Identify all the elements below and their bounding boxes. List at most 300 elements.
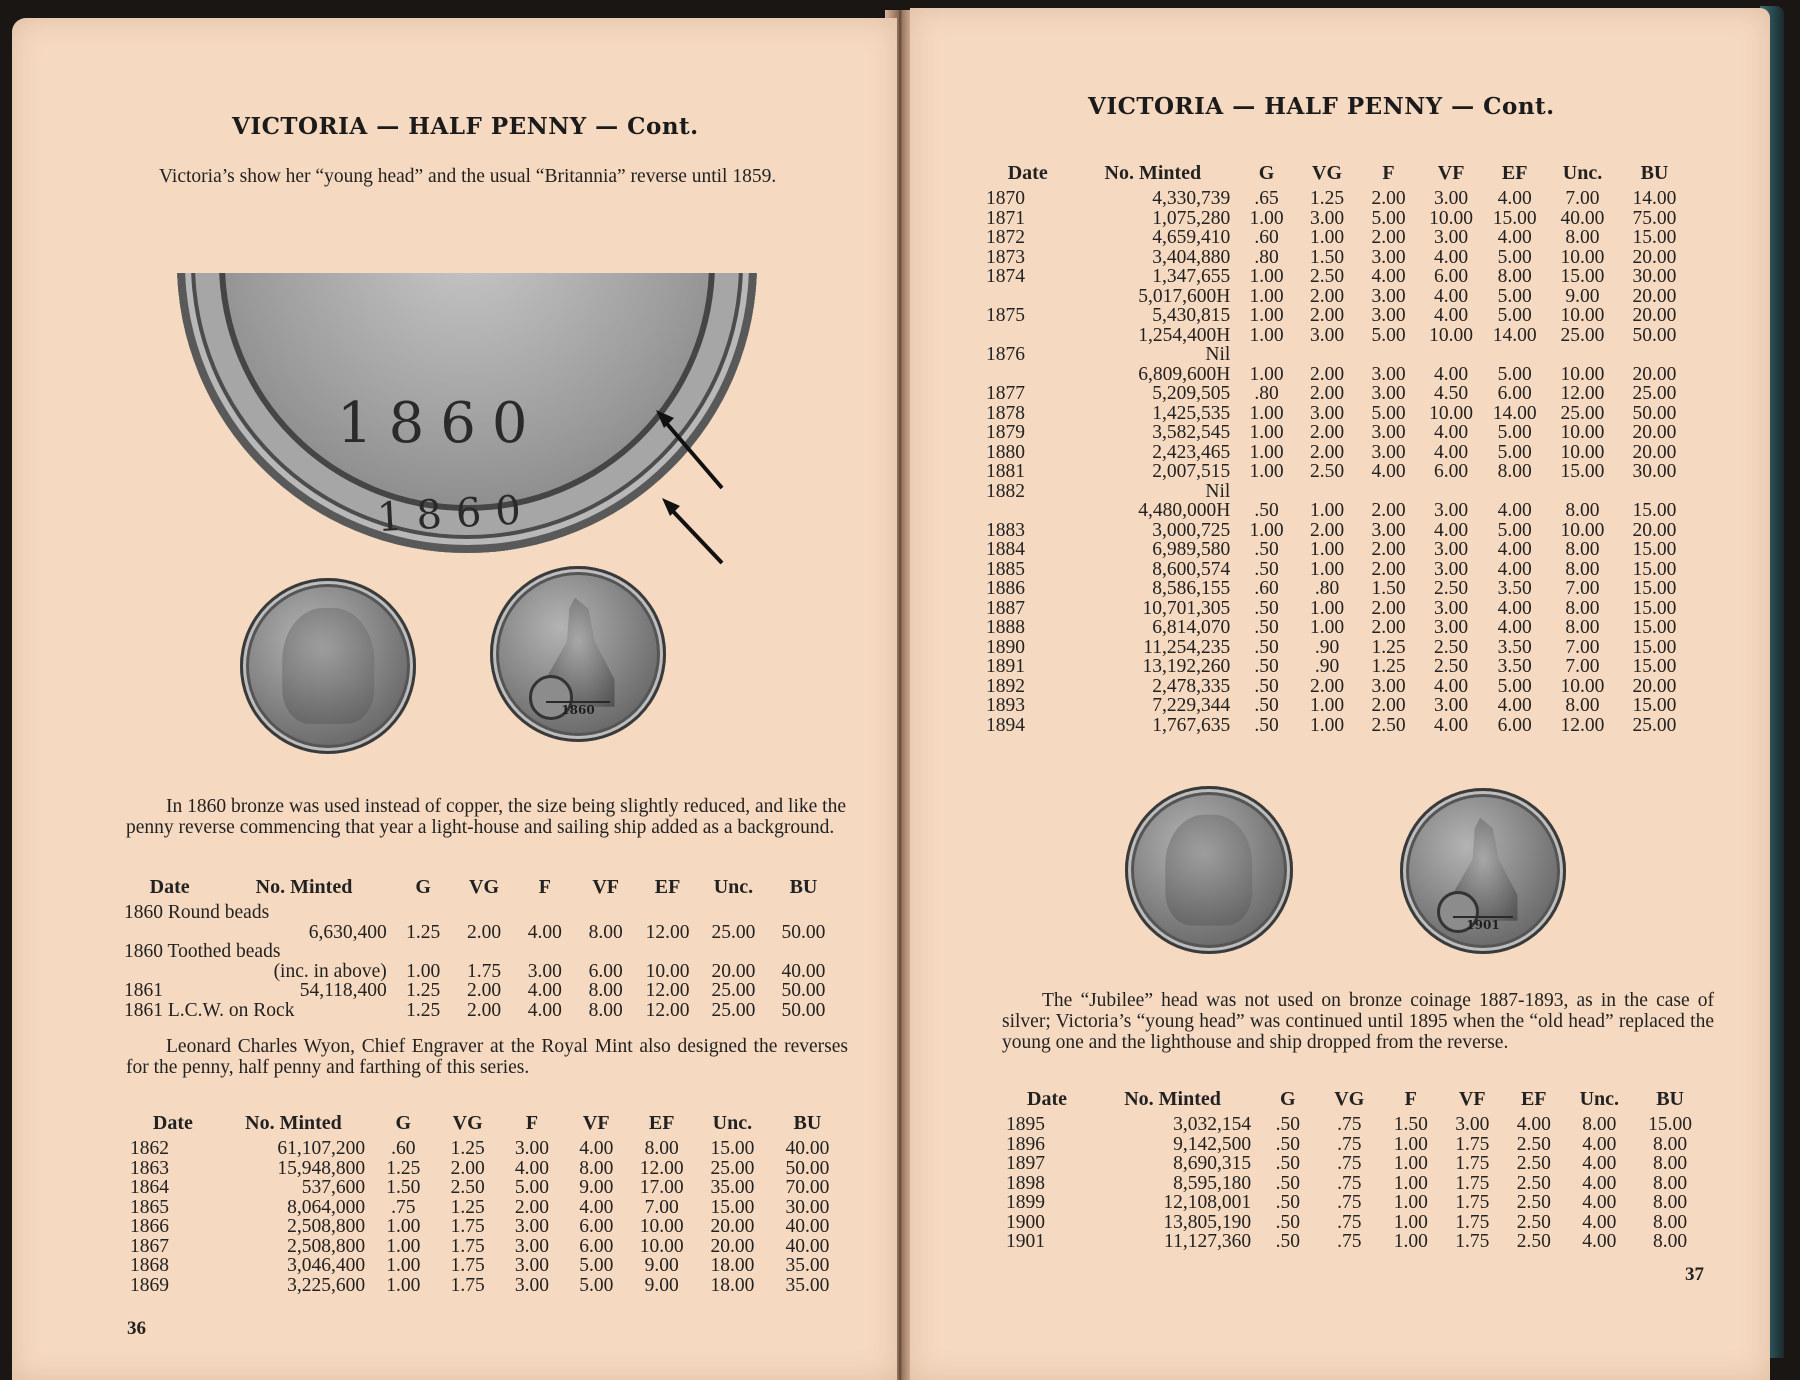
price-cell: 20.00 (1632, 675, 1677, 697)
price-cell: 2.00 (1371, 188, 1406, 209)
price-cell: 25.00 (711, 980, 756, 1001)
column-header: BU (1640, 162, 1669, 184)
price-cell: 14.00 (1492, 402, 1537, 424)
price-cell: 6.00 (1434, 461, 1469, 482)
column-header: BU (1656, 1088, 1684, 1110)
minted-cell: 4,659,410 (1152, 227, 1231, 248)
price-cell: 40.00 (781, 960, 826, 982)
price-cell: 1.25 (450, 1138, 485, 1159)
price-cell: 8.00 (1582, 1114, 1617, 1135)
price-cell: 3.00 (1371, 363, 1406, 385)
minted-cell: Nil (1205, 480, 1231, 502)
price-cell: .50 (1275, 1172, 1300, 1194)
left-page (12, 18, 897, 1380)
price-cell: 4.00 (1434, 675, 1469, 697)
price-cell: .75 (1337, 1192, 1362, 1213)
price-cell: 3.00 (1434, 597, 1469, 619)
table-row (1006, 1135, 1706, 1155)
column-header: Date (152, 1112, 193, 1134)
column-header: Unc. (712, 1112, 753, 1134)
minted-cell: 15,948,800 (277, 1157, 366, 1179)
price-cell: 2.00 (450, 1157, 485, 1179)
table-row (986, 599, 1691, 619)
price-cell: 2.50 (1309, 266, 1345, 287)
price-cell: 4.00 (1582, 1133, 1617, 1155)
price-cell: 1.25 (1309, 188, 1345, 209)
price-cell: .50 (1275, 1114, 1300, 1135)
date-cell: 1862 (130, 1138, 169, 1159)
price-cell: 40.00 (785, 1235, 830, 1257)
price-cell: 2.50 (1516, 1231, 1551, 1252)
price-cell: 20.00 (1632, 363, 1677, 385)
minted-cell: 2,508,800 (287, 1235, 366, 1257)
price-cell: 3.00 (1434, 500, 1469, 521)
minted-cell: 12,108,001 (1163, 1192, 1252, 1213)
price-cell: 10.00 (645, 960, 690, 982)
minted-cell: 1,254,400H (1138, 324, 1231, 346)
price-cell: 2.00 (1371, 617, 1406, 638)
price-cell: 6.00 (1497, 383, 1532, 404)
price-cell: 1.25 (406, 921, 441, 943)
minted-cell: 6,630,400 (308, 921, 387, 943)
price-cell: 8.00 (1653, 1211, 1688, 1233)
price-cell: 4.00 (1497, 617, 1532, 638)
price-cell: 12.00 (645, 921, 690, 943)
price-cell: 1.00 (1393, 1211, 1428, 1233)
table-row (986, 267, 1691, 287)
price-cell: 1.75 (450, 1255, 485, 1276)
price-cell: 5.00 (579, 1274, 614, 1296)
price-cell: 10.00 (1560, 441, 1605, 463)
price-cell: .50 (1275, 1231, 1300, 1252)
date-cell: 1881 (986, 461, 1025, 482)
price-cell: 3.00 (1371, 519, 1406, 541)
price-cell: 12.00 (1560, 714, 1605, 736)
price-cell: .50 (1254, 656, 1279, 677)
price-cell (1236, 345, 1296, 365)
price-cell: .50 (1275, 1192, 1300, 1213)
price-cell: 5.00 (1497, 363, 1532, 385)
date-cell: 1882 (986, 480, 1025, 502)
price-cell: 5.00 (1497, 675, 1532, 697)
date-cell: 1864 (130, 1177, 169, 1198)
price-cell: 5.00 (1371, 207, 1406, 229)
price-cell: 15.00 (1632, 597, 1677, 619)
price-cell: 3.00 (514, 1138, 550, 1159)
price-cell: .50 (1275, 1211, 1300, 1233)
column-header: Date (149, 876, 190, 898)
table-header-row (1006, 1088, 1706, 1115)
price-cell: .75 (1337, 1133, 1362, 1155)
price-cell: 20.00 (1632, 422, 1677, 443)
minted-cell: 1,767,635 (1152, 714, 1231, 736)
price-cell: 1.00 (1309, 714, 1345, 736)
date-cell: 1860 Round beads (124, 902, 270, 923)
minted-cell: 54,118,400 (299, 980, 387, 1001)
price-cell (1297, 482, 1357, 502)
price-cell: 4.00 (1434, 285, 1469, 307)
right-page-number: 37 (1685, 1264, 1704, 1285)
price-cell: 2.00 (1371, 597, 1406, 619)
price-cell: 1.25 (406, 999, 441, 1021)
price-cell: 8.00 (1653, 1231, 1688, 1252)
table-row (986, 716, 1691, 736)
date-cell: 1879 (986, 422, 1025, 443)
column-header: G (395, 1112, 412, 1134)
price-cell: 9.00 (644, 1255, 679, 1276)
price-cell (1482, 345, 1547, 365)
price-cell: 10.00 (1429, 402, 1474, 424)
table-row (986, 462, 1691, 482)
price-cell: 8.00 (1497, 266, 1532, 287)
right-price-table-2 (1006, 1088, 1706, 1252)
price-cell: 8.00 (588, 921, 623, 943)
price-cell: 18.00 (710, 1255, 755, 1276)
table-row (130, 1159, 845, 1179)
price-cell: 35.00 (710, 1177, 755, 1198)
date-cell: 1874 (986, 266, 1025, 287)
price-cell: 30.00 (1632, 266, 1677, 287)
price-cell: 25.00 (1632, 383, 1677, 404)
price-cell: 1.75 (1455, 1192, 1490, 1213)
table-row (986, 404, 1691, 424)
left-paragraph-wyon-text: Leonard Charles Wyon, Chief Engraver at the Royal Mint also designed the reverses for the penny, half penny and farthing of this series. (126, 1036, 848, 1078)
table-row (1006, 1174, 1706, 1194)
price-cell: 2.00 (1309, 363, 1345, 385)
price-cell: 4.00 (1434, 246, 1469, 268)
date-cell: 1887 (986, 597, 1025, 619)
price-cell: 1.00 (386, 1235, 421, 1257)
table-row (130, 1198, 845, 1218)
date-cell: 1861 L.C.W. on Rock (124, 999, 295, 1021)
price-cell: 15.00 (1560, 266, 1605, 287)
price-cell: 3.00 (1434, 539, 1469, 560)
price-cell: .50 (1254, 695, 1279, 716)
date-cell: 1899 (1006, 1192, 1045, 1213)
price-cell: 5.00 (1497, 246, 1532, 268)
minted-cell: 2,007,515 (1152, 461, 1231, 482)
coin-exergue-date: 1860 (546, 701, 609, 724)
minted-cell: 6,814,070 (1152, 617, 1231, 638)
price-cell: 2.00 (466, 999, 502, 1021)
price-cell: 50.00 (785, 1157, 830, 1179)
date-cell (986, 287, 1069, 307)
price-cell: 2.50 (1309, 461, 1345, 482)
price-cell: 10.00 (1560, 519, 1605, 541)
table-row (986, 657, 1691, 677)
price-cell (1420, 345, 1483, 365)
price-cell: 25.00 (1560, 402, 1605, 424)
price-cell: 12.00 (639, 1157, 684, 1179)
minted-cell: 8,064,000 (287, 1196, 366, 1218)
veiled-queen-portrait (1165, 815, 1252, 926)
price-cell (1547, 345, 1618, 365)
column-header: F (1404, 1088, 1417, 1110)
column-header: VG (452, 1112, 483, 1134)
price-cell: 8.00 (1565, 539, 1600, 560)
price-cell: .90 (1314, 656, 1340, 677)
price-cell: .60 (1254, 227, 1279, 248)
price-cell: 3.00 (1371, 441, 1406, 463)
price-cell: 8.00 (1565, 227, 1600, 248)
table-row (986, 345, 1691, 365)
price-cell: 50.00 (1632, 324, 1677, 346)
price-cell: 4.00 (527, 999, 562, 1021)
arrow-lower (668, 506, 722, 563)
column-header: BU (793, 1112, 822, 1134)
price-cell: 20.00 (1632, 519, 1677, 541)
price-cell: 20.00 (710, 1235, 755, 1257)
price-cell: .50 (1254, 675, 1279, 697)
date-cell: 1892 (986, 675, 1025, 697)
column-header: F (525, 1112, 539, 1134)
price-cell: 25.00 (1632, 714, 1677, 736)
date-cell: 1877 (986, 383, 1025, 404)
price-cell: 75.00 (1632, 207, 1677, 229)
column-header: VF (592, 876, 620, 898)
table-header-row (986, 162, 1691, 189)
date-cell: 1900 (1006, 1211, 1045, 1233)
coin-reverse-britannia-1901 (1400, 788, 1566, 954)
table-row (130, 1178, 845, 1198)
price-cell: 2.50 (1434, 636, 1469, 658)
price-cell: 1.00 (1249, 207, 1284, 229)
price-cell: 10.00 (639, 1216, 684, 1237)
column-header: F (538, 876, 551, 898)
price-cell: 35.00 (785, 1274, 830, 1296)
table-row (130, 1217, 845, 1237)
price-cell: 10.00 (1560, 305, 1605, 326)
price-cell (1618, 345, 1691, 365)
price-cell: 1.75 (1455, 1231, 1490, 1252)
price-cell: 1.25 (406, 980, 441, 1001)
table-row (124, 923, 839, 943)
price-cell: 3.00 (1434, 558, 1469, 580)
price-cell: 25.00 (710, 1157, 755, 1179)
column-header: Unc. (1562, 162, 1603, 184)
price-cell: .75 (391, 1196, 416, 1218)
arrow-upper (662, 418, 722, 488)
price-cell: 25.00 (711, 921, 756, 943)
price-cell: 1.75 (1455, 1211, 1490, 1233)
price-cell: 50.00 (1632, 402, 1677, 424)
right-price-table-1 (986, 162, 1691, 735)
price-cell: 30.00 (785, 1196, 830, 1218)
price-cell: 6.00 (579, 1235, 614, 1257)
left-price-table-1 (124, 876, 839, 1020)
price-cell: .50 (1275, 1133, 1300, 1155)
date-cell: 1888 (986, 617, 1025, 638)
table-row (986, 189, 1691, 209)
price-cell: 7.00 (644, 1196, 679, 1218)
right-page-title: VICTORIA — HALF PENNY — Cont. (1088, 93, 1555, 120)
price-cell: 3.50 (1497, 578, 1532, 599)
price-cell: 1.00 (1249, 422, 1284, 443)
arrowhead-upper (656, 410, 674, 428)
minted-cell: Nil (1205, 344, 1231, 365)
table-row (986, 579, 1691, 599)
date-cell: 1873 (986, 246, 1025, 268)
date-cell: 1876 (986, 344, 1025, 365)
table-row (124, 903, 839, 923)
price-cell: 1.00 (1249, 519, 1284, 541)
left-paragraph-wyon (126, 1036, 848, 1078)
price-cell: 2.00 (1309, 675, 1345, 697)
price-cell: 4.00 (1497, 500, 1532, 521)
price-cell: 7.00 (1565, 188, 1600, 209)
column-header: EF (1501, 162, 1528, 184)
price-cell: 8.00 (588, 980, 623, 1001)
right-paragraph-jubilee (1002, 990, 1714, 1053)
price-cell (1547, 482, 1618, 502)
price-cell: 1.25 (1371, 656, 1406, 677)
price-cell: 15.00 (1632, 558, 1677, 580)
table-row (986, 228, 1691, 248)
price-cell: 15.00 (1560, 461, 1605, 482)
price-cell: 12.00 (1560, 383, 1605, 404)
minted-cell: 1,347,655 (1152, 266, 1231, 287)
date-cell: 1860 Toothed beads (124, 941, 281, 962)
price-cell: 5.00 (1497, 422, 1532, 443)
price-cell: 3.00 (514, 1274, 550, 1296)
price-cell: 1.75 (1455, 1153, 1490, 1174)
price-cell: 20.00 (1632, 441, 1677, 463)
minted-cell: 3,046,400 (287, 1255, 366, 1276)
price-cell: 15.00 (710, 1196, 755, 1218)
price-cell: 1.25 (386, 1157, 421, 1179)
price-cell: 2.50 (450, 1177, 485, 1198)
table-row (986, 326, 1691, 346)
price-cell: .50 (1254, 617, 1279, 638)
table-row (130, 1276, 845, 1296)
price-cell: 40.00 (785, 1216, 830, 1237)
price-cell: 8.00 (1565, 500, 1600, 521)
price-cell: 20.00 (711, 960, 756, 982)
left-intro-paragraph (119, 166, 844, 187)
price-cell: 20.00 (710, 1216, 755, 1237)
date-cell: 1868 (130, 1255, 169, 1276)
price-cell: 2.00 (1309, 441, 1345, 463)
price-cell: 4.00 (1434, 519, 1469, 541)
price-cell: .80 (1254, 246, 1279, 268)
price-cell: 8.00 (1565, 558, 1600, 580)
table-row (986, 540, 1691, 560)
date-cell: 1863 (130, 1157, 169, 1179)
price-cell: 3.00 (1371, 675, 1406, 697)
price-cell: 4.00 (1497, 188, 1532, 209)
minted-cell: 11,254,235 (1143, 636, 1231, 658)
column-header: EF (648, 1112, 675, 1134)
price-cell: 1.75 (1455, 1172, 1490, 1194)
price-cell: 4.00 (514, 1157, 550, 1179)
price-cell: 15.00 (1648, 1114, 1693, 1135)
price-cell: 1.00 (1249, 305, 1284, 326)
table-row (1006, 1115, 1706, 1135)
table-row (1006, 1193, 1706, 1213)
price-cell: 4.00 (1582, 1211, 1617, 1233)
price-cell: 4.00 (1434, 363, 1469, 385)
price-cell (1236, 482, 1296, 502)
column-header: No. Minted (245, 1112, 342, 1134)
date-cell: 1880 (986, 441, 1025, 463)
table-row (1006, 1213, 1706, 1233)
left-page-number: 36 (127, 1318, 146, 1339)
price-cell: 2.00 (1371, 558, 1406, 580)
price-cell: 2.50 (1516, 1153, 1551, 1174)
price-cell: 1.00 (1393, 1192, 1428, 1213)
price-cell: 15.00 (1632, 695, 1677, 716)
price-cell: 14.00 (1632, 188, 1677, 209)
price-cell: 3.00 (527, 960, 562, 982)
minted-cell: 1,425,535 (1152, 402, 1231, 424)
price-cell: 10.00 (1560, 246, 1605, 268)
price-cell: 8.00 (579, 1157, 614, 1179)
minted-cell: 7,229,344 (1152, 695, 1231, 716)
price-cell: .50 (1254, 539, 1279, 560)
price-cell: 3.00 (514, 1216, 550, 1237)
date-cell: 1883 (986, 519, 1025, 541)
table-row (986, 423, 1691, 443)
price-cell: .60 (1254, 578, 1279, 599)
price-cell: 12.00 (645, 999, 690, 1021)
price-cell: 10.00 (1429, 324, 1474, 346)
price-cell: 3.50 (1497, 636, 1532, 658)
date-cell: 1895 (1006, 1114, 1045, 1135)
price-cell: .75 (1337, 1231, 1362, 1252)
date-cell: 1901 (1006, 1231, 1045, 1252)
minted-cell: 2,508,800 (287, 1216, 366, 1237)
price-cell: 3.00 (1309, 324, 1345, 346)
price-cell: 2.00 (1309, 383, 1345, 404)
price-cell: 1.00 (1309, 597, 1345, 619)
table-row (124, 1001, 839, 1021)
price-cell: 1.50 (386, 1177, 421, 1198)
price-cell: 5.00 (579, 1255, 614, 1276)
date-cell: 1878 (986, 402, 1025, 424)
column-header: VG (469, 876, 499, 898)
date-cell (986, 501, 1069, 521)
table-row (124, 942, 839, 962)
price-cell: 3.00 (1434, 188, 1469, 209)
price-cell: 3.00 (1455, 1114, 1490, 1135)
price-cell: 8.00 (644, 1138, 679, 1159)
price-cell: 4.00 (1434, 714, 1469, 736)
price-cell: 15.00 (1492, 207, 1537, 229)
price-cell: 7.00 (1565, 636, 1600, 658)
column-header: No. Minted (255, 876, 353, 898)
minted-cell: 2,423,465 (1152, 441, 1231, 463)
price-cell: 2.50 (1516, 1133, 1551, 1155)
left-paragraph-bronze (126, 796, 846, 838)
price-cell: 10.00 (1560, 675, 1605, 697)
price-cell: 1.00 (1309, 617, 1345, 638)
price-cell: 18.00 (710, 1274, 755, 1296)
table-row (986, 638, 1691, 658)
table-row (130, 1139, 845, 1159)
price-cell: 15.00 (1632, 617, 1677, 638)
price-cell: 1.00 (1249, 266, 1284, 287)
minted-cell: 13,805,190 (1163, 1211, 1252, 1233)
price-cell: 3.00 (1434, 695, 1469, 716)
table-row (1006, 1154, 1706, 1174)
price-cell: 4.00 (1516, 1114, 1551, 1135)
price-cell: 4.00 (1497, 539, 1532, 560)
table-row (986, 287, 1691, 307)
left-page-title: VICTORIA — HALF PENNY — Cont. (232, 113, 699, 140)
price-cell: 1.00 (1249, 441, 1284, 463)
minted-cell: 13,192,260 (1142, 656, 1231, 677)
price-cell: 1.00 (1393, 1153, 1428, 1174)
